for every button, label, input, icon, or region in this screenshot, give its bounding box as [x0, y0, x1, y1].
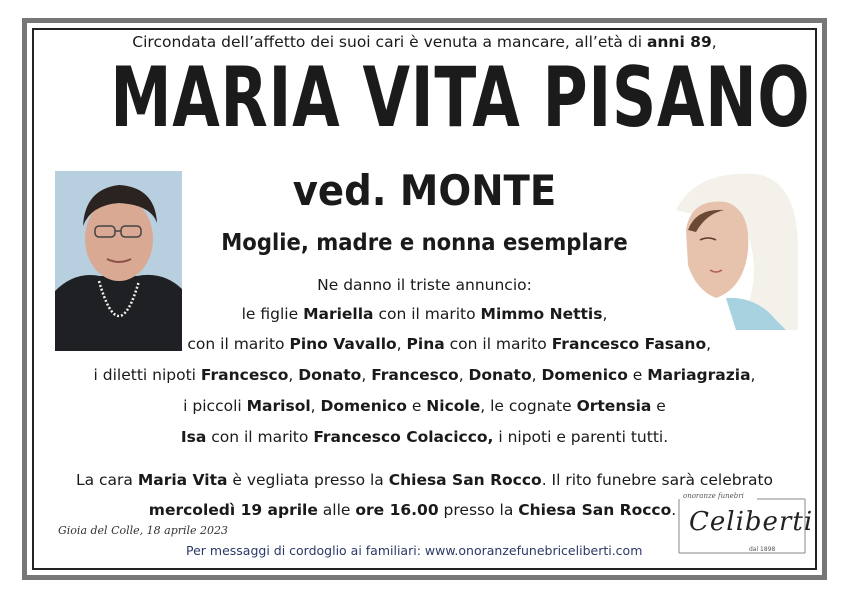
t: ore 16.00	[355, 501, 439, 519]
age: anni 89	[646, 33, 712, 51]
t: e	[406, 397, 427, 415]
t: le figlie	[241, 305, 304, 323]
t: con il marito	[373, 305, 481, 323]
t: Domenico	[541, 366, 628, 384]
intro-end: ,	[711, 33, 717, 51]
t: .	[671, 501, 677, 519]
t: ,	[458, 366, 469, 384]
t: Nicole	[426, 397, 481, 415]
logo-tagline: onoranze funebri	[683, 492, 744, 500]
t: Donato	[298, 366, 362, 384]
widow-of: ved. MONTE	[292, 166, 557, 215]
announcement-line-4	[0, 365, 849, 385]
t: ,	[531, 366, 542, 384]
announcement-line-6	[0, 427, 849, 447]
t: con il marito	[444, 335, 552, 353]
funeral-line-1	[0, 470, 849, 490]
t: Chiesa San Rocco	[518, 501, 672, 519]
t: Francesco Colacicco,	[313, 428, 494, 446]
t: con il marito	[206, 428, 314, 446]
place-date: Gioia del Colle, 18 aprile 2023	[58, 524, 229, 537]
t: ,	[310, 397, 321, 415]
t: Isa	[180, 428, 207, 446]
portrait-photo	[55, 171, 182, 351]
t: Mariella	[303, 305, 374, 323]
t: Ortensia	[576, 397, 652, 415]
t: alle	[317, 501, 356, 519]
t: Mimmo Nettis	[480, 305, 603, 323]
t: . Il rito funebre sarà celebrato	[541, 471, 774, 489]
funeral-home-logo	[675, 492, 814, 556]
t: La cara	[75, 471, 138, 489]
t: con il marito	[182, 335, 290, 353]
t: ,	[396, 335, 407, 353]
contact-line: Per messaggi di cordoglio ai familiari: www.onoranzefunebriceliberti.com	[186, 543, 643, 558]
t: Donato	[468, 366, 532, 384]
intro-text: Circondata dell’affetto dei suoi cari è venuta a mancare, all’età di	[132, 33, 647, 51]
announcement-line-5	[0, 396, 849, 416]
portrait-illustration	[55, 171, 182, 351]
logo-since: dal 1898	[749, 546, 776, 553]
t: i piccoli	[183, 397, 247, 415]
madonna-image	[666, 170, 798, 330]
t: mercoledì 19 aprile	[148, 501, 318, 519]
t: e	[651, 397, 666, 415]
t: Chiesa San Rocco	[388, 471, 542, 489]
madonna-illustration	[666, 170, 798, 330]
t: Marisol	[246, 397, 311, 415]
t: è vegliata presso la	[227, 471, 389, 489]
t: Mariagrazia	[647, 366, 751, 384]
logo-name: Celiberti	[689, 507, 814, 537]
t: ,	[706, 335, 712, 353]
deceased-name: MARIA VITA PISANO	[110, 49, 811, 146]
t: presso la	[438, 501, 519, 519]
t: Maria Vita	[137, 471, 228, 489]
t: Francesco Fasano	[551, 335, 707, 353]
t: ,	[361, 366, 372, 384]
t: ,	[288, 366, 299, 384]
subtitle: Moglie, madre e nonna esemplare	[221, 230, 628, 256]
t: ,	[750, 366, 756, 384]
t: Pina	[406, 335, 445, 353]
t: i diletti nipoti	[93, 366, 201, 384]
t: i nipoti e parenti tutti.	[493, 428, 669, 446]
t: Francesco	[371, 366, 459, 384]
t: Francesco	[200, 366, 289, 384]
t: Pino Vavallo	[289, 335, 397, 353]
t: e	[627, 366, 648, 384]
t: ,	[602, 305, 608, 323]
t: , le cognate	[480, 397, 577, 415]
t: Domenico	[320, 397, 407, 415]
ann-l1: Ne danno il triste annuncio:	[317, 276, 532, 294]
